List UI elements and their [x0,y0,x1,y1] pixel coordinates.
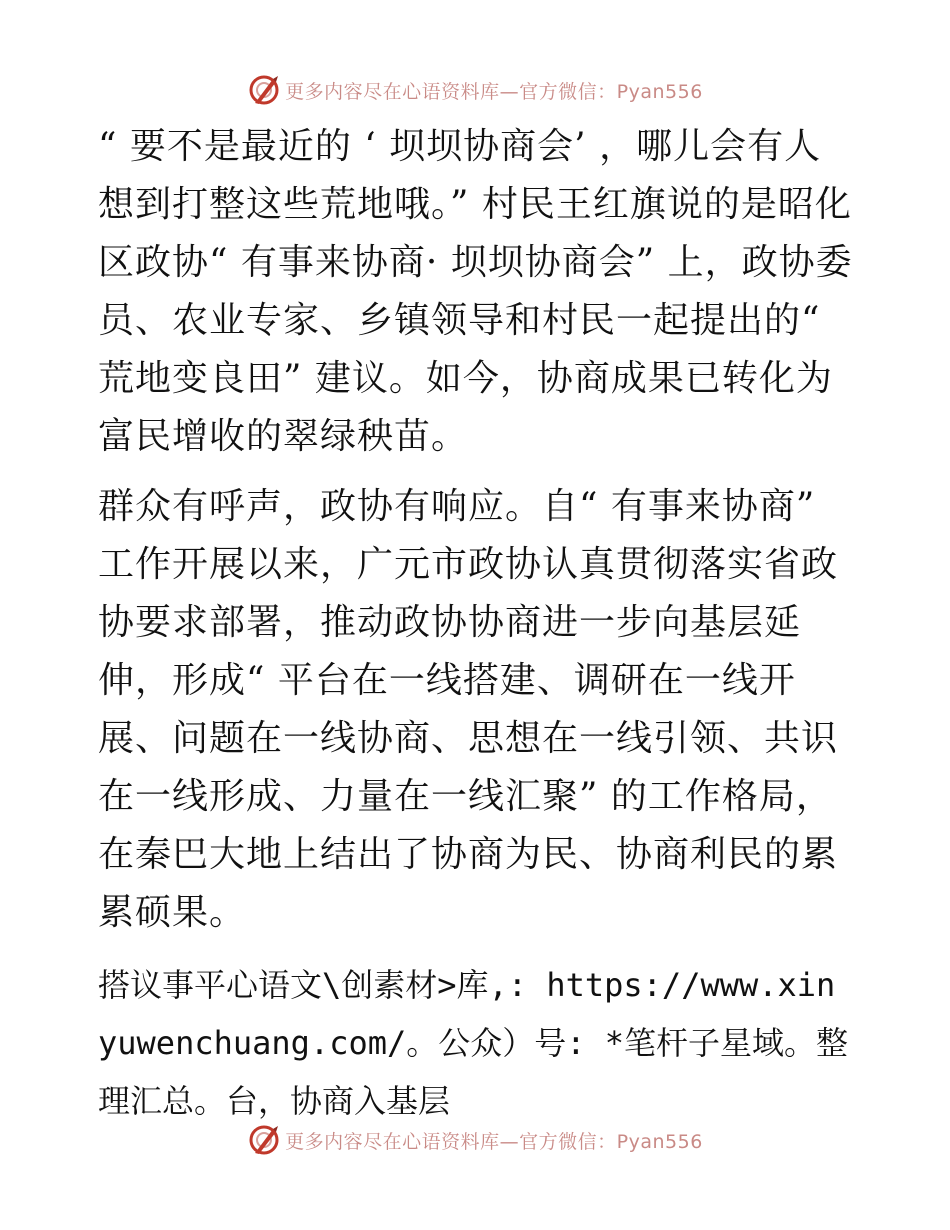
footer-banner [0,1120,950,1160]
quill-logo-icon [247,73,281,107]
paragraph-2: 群众有呼声，政协有响应。自“ 有事来协商” 工作开展以来，广元市政协认真贯彻落实省政协要求部署，推动政协协商进一步向基层延伸，形成“ 平台在一线搭建、调研在一线开展、问题在一线协商、思想在一线引领、共识在一线形成、力量在一线汇聚” 的工作格局，在秦巴大地上结出了协商为民、协商利民的累累硕果。 [98,486,839,933]
header-banner-text: 更多内容尽在心语资料库—官方微信：Pyan556 [285,80,703,103]
quill-logo-icon [247,1123,281,1157]
paragraph-3: 搭议事平心语文\创素材>库,: https://www.xinyuwenchuang.com/。公众）号: *笔杆子星域。整理汇总。台，协商入基层 [98,966,849,1120]
header-banner [0,70,950,110]
paragraph-1: “ 要不是最近的 ‘ 坝坝协商会’ ，哪儿会有人想到打整这些荒地哦。” 村民王红旗说的是昭化区政协“ 有事来协商· 坝坝协商会” 上，政协委员、农业专家、乡镇领导和村民一起提出的“ 荒地变良田” 建议。如今，协商成果已转化为富民增收的翠绿秧苗。 [98,126,853,457]
article-body [98,118,853,1130]
footer-banner-text: 更多内容尽在心语资料库—官方微信：Pyan556 [285,1130,703,1153]
